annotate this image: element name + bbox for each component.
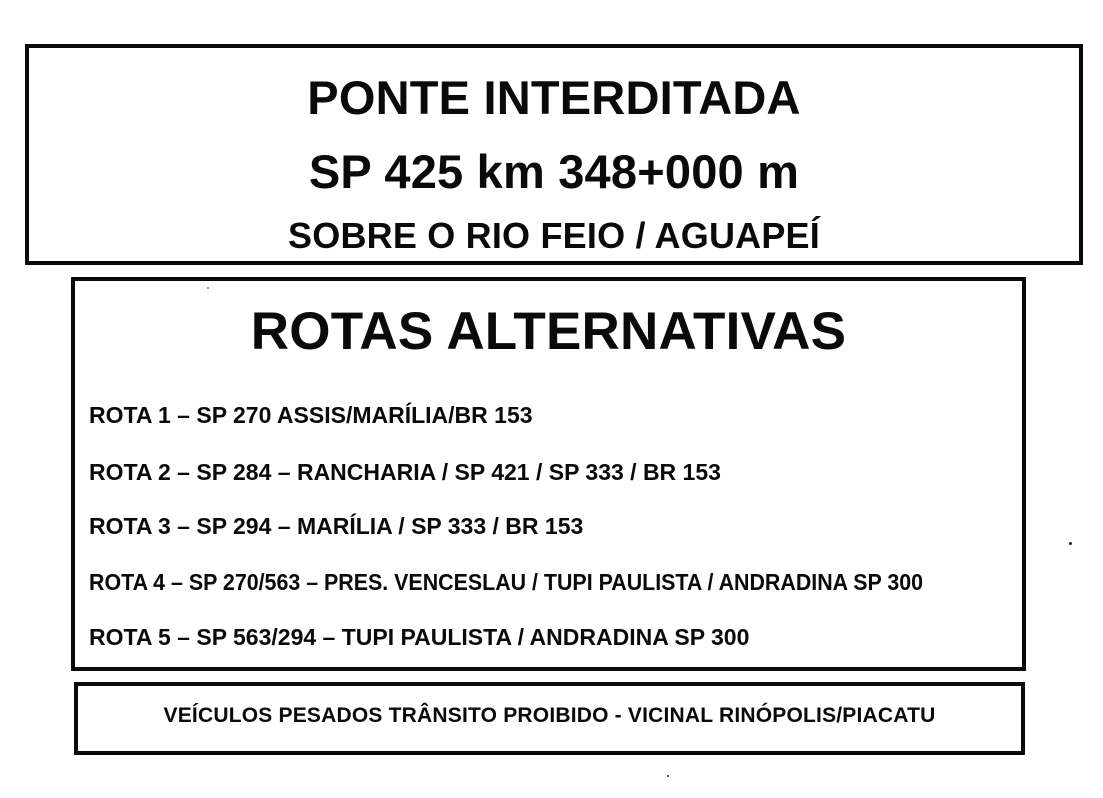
route-item-4: ROTA 4 – SP 270/563 – PRES. VENCESLAU / TUPI PAULISTA / ANDRADINA SP 300: [89, 569, 924, 595]
route-item-2: ROTA 2 – SP 284 – RANCHARIA / SP 421 / SP 333 / BR 153: [89, 459, 721, 485]
notice-title: PONTE INTERDITADA: [307, 71, 801, 124]
routes-title: ROTAS ALTERNATIVAS: [250, 302, 847, 361]
river-name: SOBRE O RIO FEIO / AGUAPEÍ: [288, 215, 820, 256]
route-item-3: ROTA 3 – SP 294 – MARÍLIA / SP 333 / BR 153: [89, 513, 584, 539]
restriction-text: VEÍCULOS PESADOS TRÂNSITO PROIBIDO - VICINAL RINÓPOLIS/PIACATU: [163, 704, 936, 727]
heavy-vehicles-restriction: [74, 682, 1025, 755]
scan-speck: [667, 775, 669, 777]
route-item-1: ROTA 1 – SP 270 ASSIS/MARÍLIA/BR 153: [89, 402, 533, 428]
bridge-closed-notice: [25, 44, 1083, 265]
alternative-routes-panel: [71, 277, 1026, 671]
scan-speck: [1069, 542, 1072, 545]
scan-speck: [207, 287, 209, 289]
road-location: SP 425 km 348+000 m: [308, 145, 800, 198]
route-item-5: ROTA 5 – SP 563/294 – TUPI PAULISTA / ANDRADINA SP 300: [89, 624, 750, 650]
